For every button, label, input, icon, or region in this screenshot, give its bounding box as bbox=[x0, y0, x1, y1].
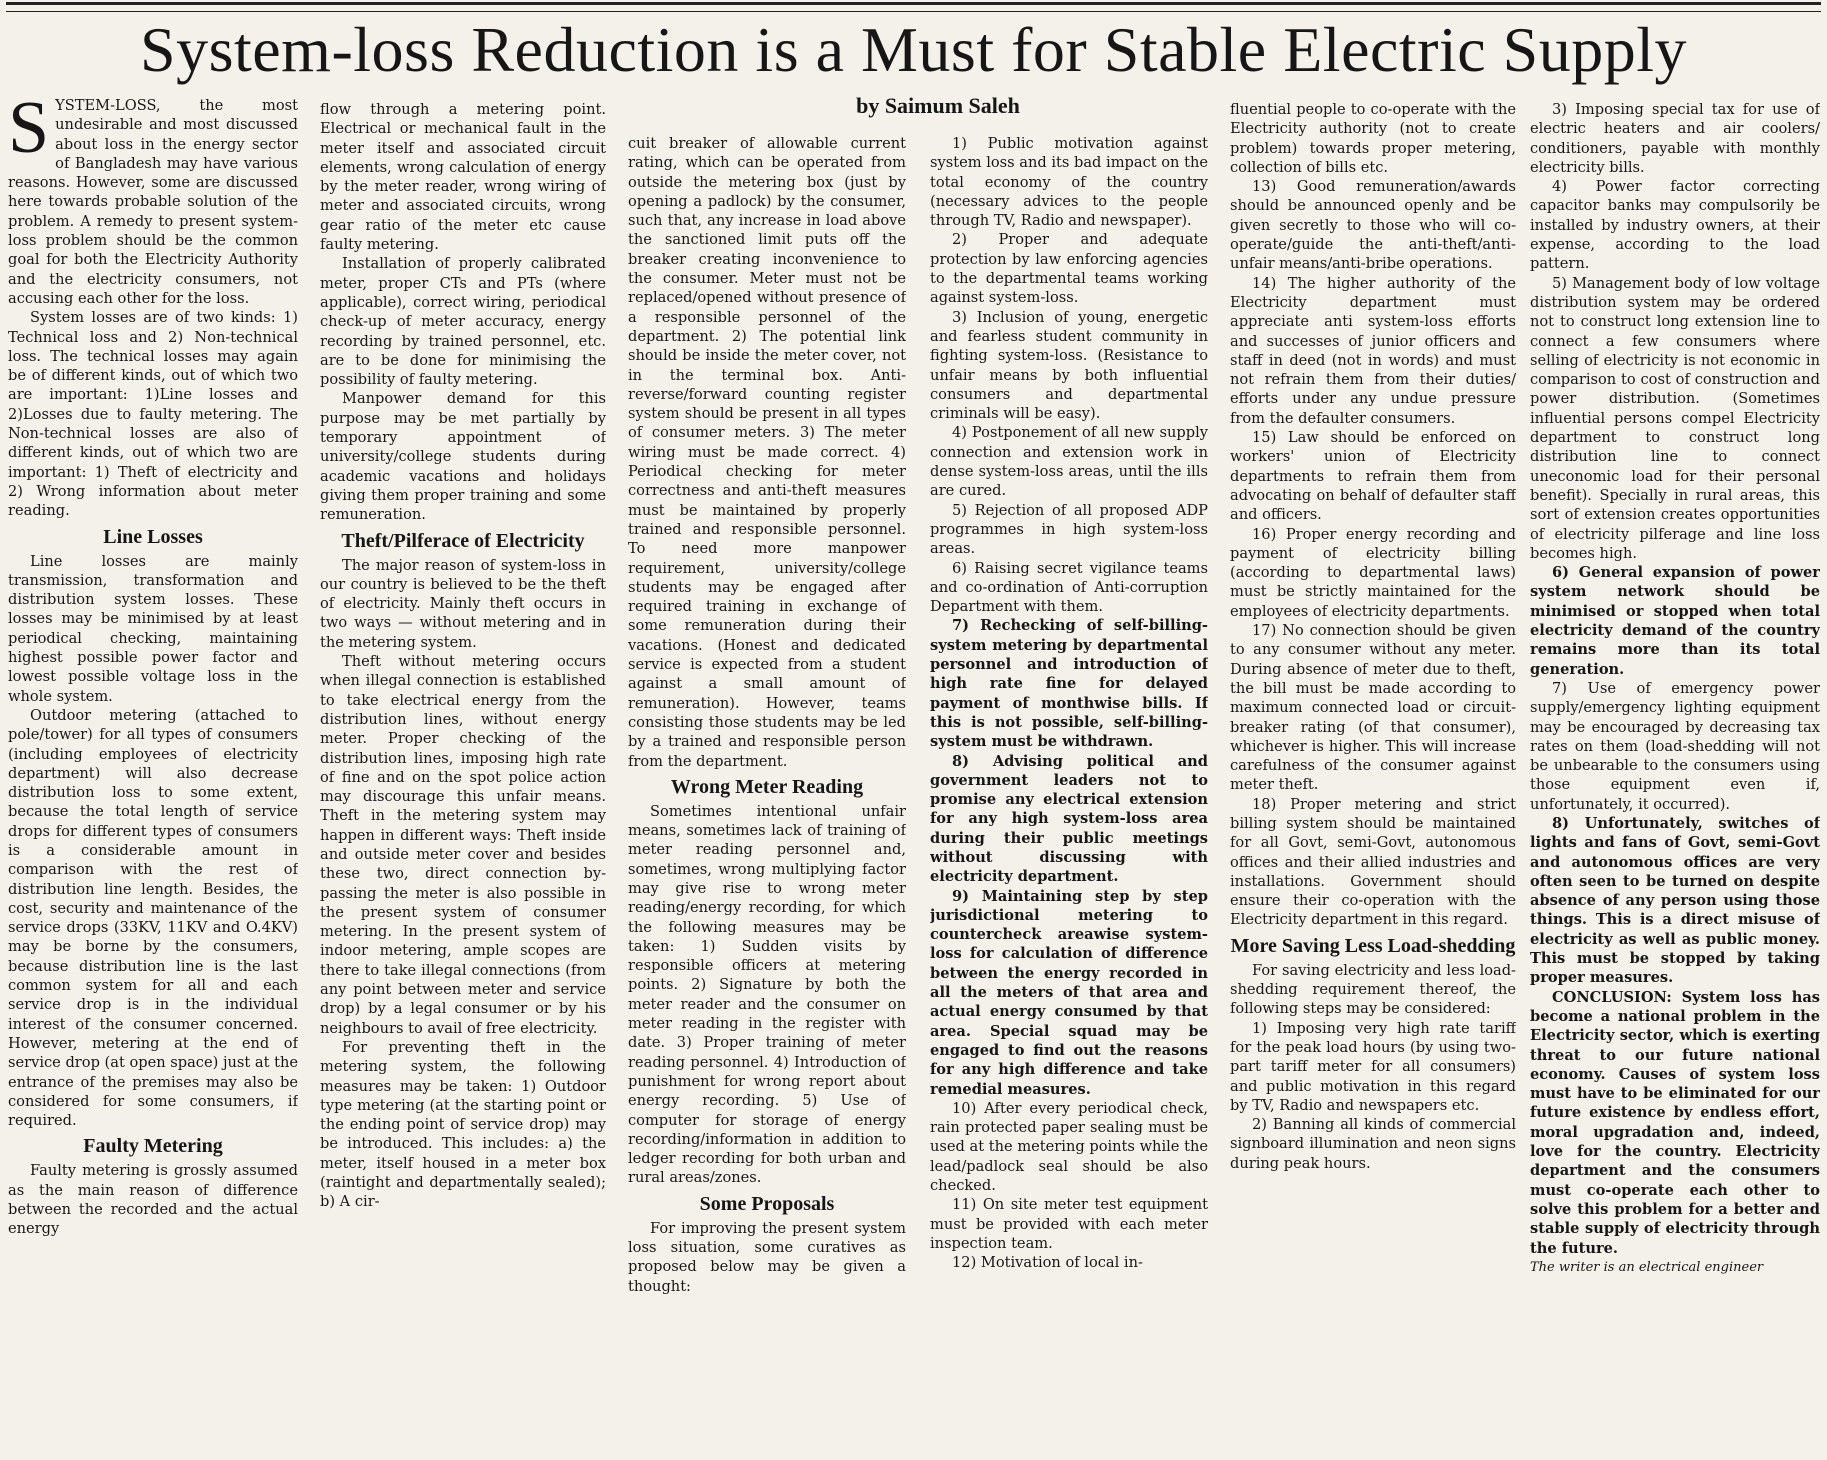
section-heading-wrong-meter-reading: Wrong Meter Reading bbox=[670, 775, 864, 798]
paragraph: Faulty metering is grossly assumed as the main reason of difference between the recorded and the actual energy bbox=[8, 1162, 298, 1238]
paragraph: Outdoor metering (attached to pole/tower) for all types of consumers (including employees of electricity department) will also decrease distribution loss to some extent, because the total length of service drops for different types of consumers is a considerable amount in comparison with the rest of distribution line length. Besides, the cost, security and maintenance of the service drops (33KV, 11KV and O.4KV) may be borne by the consumers, because distribution line is the last common system for all and each service drop is in the individual interest of the consumer concerned. However, metering at the end of service drop (at open space) just at the entrance of the premises may also be considered for some consumers, if required. bbox=[8, 706, 298, 1130]
column-1 bbox=[8, 96, 298, 1451]
paragraph: For improving the present system loss situation, some curatives as proposed below may be given a thought: bbox=[628, 1219, 906, 1295]
proposal-item: 11) On site meter test equipment must be provided with each meter inspection team. bbox=[930, 1196, 1208, 1252]
saving-item: 7) Use of emergency power supply/emergency lighting equipment may be encouraged by decreasing tax rates on them (load-shedding will not be unbearable to the consumers using those equipment even if, unfortunately, it occurred). bbox=[1530, 679, 1820, 813]
byline-span bbox=[628, 94, 1248, 1454]
paragraph: Line losses are mainly transmission, transformation and distribution system losses. These losses may be minimised by at least periodical checking, maintaining highest possible power factor and lowest possible voltage loss in the whole system. bbox=[8, 552, 298, 705]
paragraph: Installation of properly calibrated meter, proper CTs and PTs (where applicable), correct wiring, periodical check-up of meter accuracy, energy recording by trained personnel, etc. are to be done for minimising the possibility of faulty metering. bbox=[320, 255, 606, 389]
proposal-item: 14) The higher authority of the Electricity department must appreciate anti system-loss efforts and successes of junior officers and staff in deed (not in words) and must not refrain them from their duties/ efforts under any undue pressure from the defaulter consumers. bbox=[1230, 274, 1516, 427]
paragraph: System losses are of two kinds: 1) Technical loss and 2) Non-technical loss. The technical losses may again be of different kinds, out of which two are important: 1)Line losses and 2)Losses due to faulty metering. The Non-technical losses are also of different kinds, out of which two are important: 1) Theft of electricity and 2) Wrong information about meter reading. bbox=[8, 309, 298, 520]
paragraph: For preventing theft in the metering system, the following measures may be taken: 1) Outdoor type metering (at the starting point or the ending point of service drop) may be introduced. This includes: a) the meter, itself housed in a meter box (raintight and departmentally sealed); b) A cir- bbox=[320, 1038, 606, 1211]
proposal-item: 6) Raising secret vigilance teams and co-ordination of Anti-corruption Department with them. bbox=[930, 559, 1208, 616]
section-heading-faulty-metering: Faulty Metering bbox=[83, 1135, 223, 1158]
paragraph: The major reason of system-loss in our country is believed to be the theft of electricity. Mainly theft occurs in two ways — without metering and in the metering system. bbox=[320, 556, 606, 651]
saving-item: 8) Unfortunately, switches of lights and fans of Govt, semi-Govt and autonomous offices are very often seen to be turned on despite absence of any person using those things. This is a direct misuse of electricity as well as public money. This must be stopped by taking proper measures. bbox=[1530, 814, 1820, 987]
column-4 bbox=[930, 134, 1208, 1454]
proposal-item: 10) After every periodical check, rain protected paper sealing must be used at the metering points while the lead/padlock seal should be also checked. bbox=[930, 1099, 1208, 1195]
proposal-item: 3) Inclusion of young, energetic and fearless student community in fighting system-loss. (Resistance to unfair means by both influential consumers and departmental criminals will be easy). bbox=[930, 308, 1208, 423]
proposal-item: 7) Rechecking of self-billing-system metering by departmental personnel and introduction of high rate fine for delayed payment of monthwise bills. If this is not possible, self-billing-system must be withdrawn. bbox=[930, 617, 1208, 751]
paragraph: flow through a metering point. Electrical or mechanical fault in the meter itself and associated circuit elements, wrong calculation of energy by the meter reader, wrong wiring of meter and associated circuits, wrong gear ratio of the meter etc cause faulty metering. bbox=[320, 101, 606, 254]
paragraph: For saving electricity and less load-shedding requirement thereof, the following steps may be considered: bbox=[1230, 961, 1516, 1018]
headline: System-loss Reduction is a Must for Stable Electric Supply bbox=[139, 14, 1688, 85]
proposal-item: 16) Proper energy recording and payment of electricity billing (according to departmental laws) must be strictly maintained for the employees of electricity departments. bbox=[1230, 525, 1516, 620]
dropcap: S bbox=[8, 96, 50, 169]
saving-item: 1) Imposing very high rate tariff for the peak load hours (by using two-part tariff meter for all consumers) and public motivation in this regard by TV, Radio and newspapers etc. bbox=[1230, 1019, 1516, 1114]
byline: by Saimum Saleh bbox=[856, 94, 1020, 118]
paragraph: Theft without metering occurs when illegal connection is established to take electrical energy from the distribution lines, without energy meter. Proper checking of the distribution lines, imposing high rate of fine and on the spot police action may discourage this unfair means. Theft in the metering system may happen in different ways: Theft inside and outside meter cover and besides these two, direct connection by-passing the meter is also possible in the present system of consumer metering. In the present system of indoor metering, ample scopes are there to take illegal connections (from any point between meter and service drop) by a legal consumer or by his neighbours to avail of free electricity. bbox=[320, 653, 606, 1037]
proposal-item: 9) Maintaining step by step jurisdictional metering to countercheck areawise system-loss for calculation of difference between the energy recorded in all the meters of that area and actual energy consumed by that area. Special squad may be engaged to find out the reasons for any high difference and take remedial measures. bbox=[930, 887, 1208, 1098]
column-2 bbox=[320, 100, 606, 1455]
saving-item: 6) General expansion of power system network should be minimised or stopped when total electricity demand of the country remains more than its total generation. bbox=[1530, 564, 1820, 678]
proposal-item: 1) Public motivation against system loss and its bad impact on the total economy of the country (necessary advices to the people through TV, Radio and newspaper). bbox=[930, 135, 1208, 230]
conclusion-paragraph: CONCLUSION: System loss has become a national problem in the Electricity sector, which is exerting threat to our future national economy. Causes of system loss must have to be eliminated for our future existence by endless effort, moral upgradation and, indeed, love for the country. Electricity department and the consumers must co-operate each other to solve this problem for a better and stable supply of electricity through the future. bbox=[1530, 988, 1820, 1257]
section-heading-some-proposals: Some Proposals bbox=[699, 1192, 835, 1215]
proposal-item: 15) Law should be enforced on workers' union of Electricity departments to refrain them from advocating on behalf of defaulter staff and officers. bbox=[1230, 429, 1516, 524]
saving-item: 5) Management body of low voltage distribution system may be ordered not to construct long extension line to connect a few consumers where selling of electricity is not economic in comparison to cost of construction and power distribution. (Sometimes influential persons compel Electricity department to construct long distribution line to connect uneconomic load for their personal benefit). Specially in rural areas, this sort of extension creates opportunities of electricity pilferage and line loss becomes high. bbox=[1530, 274, 1820, 562]
column-6 bbox=[1530, 100, 1820, 1455]
proposal-item: 4) Postponement of all new supply connection and extension work in dense system-loss areas, until the ills are cured. bbox=[930, 424, 1208, 500]
paragraph: Manpower demand for this purpose may be met partially by temporary appointment of university/college students during academic vacations and holidays giving them proper training and some remuneration. bbox=[320, 390, 606, 524]
column-5 bbox=[1230, 100, 1516, 1455]
column-3 bbox=[628, 134, 906, 1454]
saving-item: 3) Imposing special tax for use of electric heaters and air coolers/ conditioners, payable with monthly electricity bills. bbox=[1530, 101, 1820, 176]
proposal-item: 8) Advising political and government leaders not to promise any electrical extension for any high system-loss area during their public meetings without discussing with electricity department. bbox=[930, 752, 1208, 886]
paragraph: fluential people to co-operate with the Electricity authority (not to create problem) towards proper metering, collection of bills etc. bbox=[1230, 101, 1516, 176]
section-heading-theft: Theft/Pilferace of Electricity bbox=[341, 529, 585, 552]
proposal-item: 5) Rejection of all proposed ADP programmes in high system-loss areas. bbox=[930, 501, 1208, 558]
proposal-item: 2) Proper and adequate protection by law enforcing agencies to the departmental teams working against system-loss. bbox=[930, 231, 1208, 307]
proposal-item: 17) No connection should be given to any consumer without any meter. During absence of meter due to theft, the bill must be made according to maximum connected load or circuit-breaker rating (of that consumer), whichever is higher. This will increase carefulness of the consumer against meter theft. bbox=[1230, 622, 1516, 794]
section-heading-line-losses: Line Losses bbox=[103, 525, 203, 548]
saving-item: 2) Banning all kinds of commercial signboard illumination and neon signs during peak hours. bbox=[1230, 1116, 1516, 1172]
author-credit: The writer is an electrical engineer bbox=[1530, 1259, 1764, 1275]
proposal-item: 13) Good remuneration/awards should be announced openly and be given secretly to those who will co-operate/guide the anti-theft/anti-unfair means/anti-bribe operations. bbox=[1230, 178, 1516, 273]
intro-paragraph: SYSTEM-LOSS, the most undesirable and most discussed about loss in the energy sector of Bangladesh may have various reasons. However, some are discussed here towards probable solution of the problem. A remedy to present system-loss problem should be the common goal for both the Electricity Authority and the electricity consumers, not accusing each other for the loss. bbox=[8, 96, 298, 307]
section-heading-more-saving: More Saving Less Load-shedding bbox=[1230, 934, 1516, 957]
saving-item: 4) Power factor correcting capacitor banks may compulsorily be installed by industry owners, at their expense, according to the load pattern. bbox=[1530, 178, 1820, 273]
paragraph: cuit breaker of allowable current rating, which can be operated from outside the metering box (just by opening a padlock) by the consumer, such that, any increase in load above the sanctioned limit puts off the breaker creating inconvenience to the consumer. Meter must not be replaced/opened without presence of a responsible personnel of the department. 2) The potential link should be inside the meter cover, not in the terminal box. Anti-reverse/forward counting register system should be present in all types of consumer meters. 3) The meter wiring must be made correct. 4) Periodical checking for meter correctness and anti-theft measures must be maintained by properly trained and responsible personnel. To need more manpower requirement, university/college students may be engaged after required training in exchange of some remuneration during their vacations. (Honest and dedicated service is expected from a student against a small amount of remuneration). However, teams consisting those students may be led by a trained and responsible person from the department. bbox=[628, 135, 906, 770]
proposal-item: 18) Proper metering and strict billing system should be maintained for all Govt, semi-Govt, autonomous offices and their allied industries and installations. Government should ensure their co-operation with the Electricity department in this regard. bbox=[1230, 795, 1516, 929]
proposal-item: 12) Motivation of local in- bbox=[952, 1254, 1143, 1272]
paragraph: Sometimes intentional unfair means, sometimes lack of training of meter reading personnel and, sometimes, wrong multiplying factor may give rise to wrong meter reading/energy recording, for which the following measures may be taken: 1) Sudden visits by responsible officers at metering points. 2) Signature by both the meter reader and the consumer on meter reading in the register with date. 3) Proper training of meter reading personnel. 4) Introduction of punishment for wrong report about energy recording. 5) Use of computer for storage of energy recording/information in addition to ledger recording for both urban and rural areas/zones. bbox=[628, 802, 906, 1187]
